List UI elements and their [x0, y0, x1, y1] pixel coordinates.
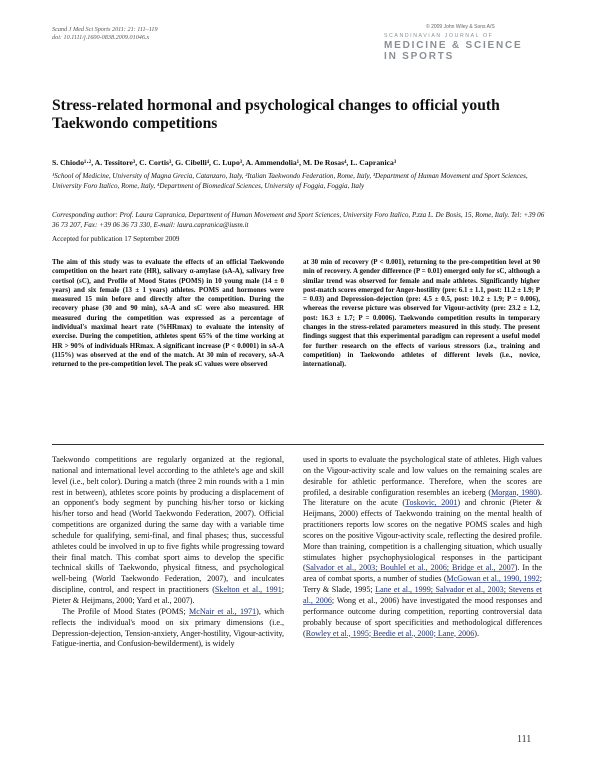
body-column-left	[52, 455, 284, 650]
abstract-divider	[52, 444, 544, 445]
citation-link[interactable]: Toskovic, 2001	[405, 498, 458, 508]
affiliations: ¹School of Medicine, University of Magna Grecia, Catanzaro, Italy, ²Italian Taekwondo Federation, Rome, Italy, ³Department of Human Movement and Sport Sciences, University Foro Italico, Rome, Italy, ⁴Department of Biomedical Sciences, University of Foggia, Foggia, Italy	[52, 172, 528, 190]
abstract-column-right: at 30 min of recovery (P < 0.001), returning to the pre-competition level at 90 min of recovery. A gender difference (P = 0.01) emerged only for sC, although a similar trend was observed for female and male athletes. Significantly higher post-match scores emerged for Anger-hostility (pre: 6.1 ± 1.1, post: 11.2 ± 1.9; P = 0.03) and Depression-dejection (pre: 4.5 ± 0.5, post: 10.2 ± 1.9; P = 0.006), whereas the reverse picture was observed for Vigour-activity (pre: 23.2 ± 1.2, post: 16.3 ± 1.7; P = 0.0006). Taekwondo competition results in temporary changes in the stress-related parameters measured in this study. The present findings suggest that this experimental paradigm can represent a useful model for further research on the effects of various stressors (i.e., training and competition) in Taekwondo athletes of different levels (i.e., novice, international).	[303, 258, 540, 369]
page-number: 111	[517, 734, 532, 745]
body-text: ) and chronic (Pieter & Heijmans, 2000) effects of Taekwondo training on the mental health of practitioners reports low scores on the negative POMS scales and high scores on the positive Vigour-activity scale, reflecting the desired profile. More than training, competition is a challenging situation, which usually stimulates higher psychophysiological responses in the participant (	[303, 498, 542, 573]
body-text: ). In the area of combat sports, a number of studies (	[303, 563, 543, 584]
author-list: S. Chiodo¹·², A. Tessitore³, C. Cortis³, G. Cibelli⁴, C. Lupo³, A. Ammendolia¹, M. De Rosas⁴, L. Capranica³	[52, 158, 397, 167]
journal-logo-line2: MEDICINE & SCIENCE	[384, 40, 523, 51]
body-text: used in sports to evaluate the psychological state of athletes. High values on the Vigour-activity scale and low values on the remaining scales are desirable for athletic performance. Therefore, when the scores are profiled, a desirable configuration resembles an iceberg (	[303, 455, 542, 497]
body-paragraph	[52, 455, 284, 607]
correspondence: Corresponding author: Prof. Laura Capranica, Department of Human Movement and Sport Sciences, University Foro Italico, P.zza L. De Bosis, 15, Rome, Italy. Tel: +39 06 36 73 207, Fax: +39 06 36 73 330, E-mail: laura.capranica@iusm.it	[52, 211, 545, 229]
journal-doi: doi: 10.1111/j.1600-0838.2009.01046.x	[52, 34, 150, 41]
citation-link[interactable]: McNair et al., 1971	[189, 606, 257, 616]
journal-logo-line1: SCANDINAVIAN JOURNAL OF	[384, 33, 494, 39]
body-text: ). The literature on the acute (	[303, 487, 542, 508]
body-text: ; Wong et al., 2006) have investigated the mood responses and performance outcome during competition, reporting controversial data probably because of sport specificities and methodological differences (	[303, 595, 542, 638]
body-text: ).	[474, 628, 479, 638]
journal-logo	[384, 33, 534, 62]
journal-citation-line1: Scand J Med Sci Sports 2011: 21: 111–119	[52, 26, 158, 33]
citation-link[interactable]: Lane et al., 1999; Salvador et al., 2003; Stevens et al., 2006	[303, 585, 542, 605]
citation-link[interactable]: Rowley et al., 1995; Beedie et al., 2000; Lane, 2006	[305, 628, 475, 638]
citation-link[interactable]: McGowan et al., 1990, 1992	[446, 574, 540, 584]
body-column-right	[303, 455, 542, 639]
body-text: The Profile of Mood States (POMS;	[62, 606, 190, 616]
body-text: ; Terry & Slade, 1995;	[303, 574, 542, 595]
article-title: Stress-related hormonal and psychological changes to official youth Taekwondo competitions	[52, 97, 500, 132]
abstract-column-left: The aim of this study was to evaluate the effects of an official Taekwondo competition on the heart rate (HR), salivary α-amylase (sA-A), salivary free cortisol (sC), and Profile of Mood States (POMS) in 10 young male (14 ± 0 years) and six female (13 ± 1 years) athletes. POMS and hormones were measured 15 min before and directly after the competition. During the recovery phase (30 and 90 min), sA-A and sC were also measured. HR measured during the competition was expressed as a percentage of individual's maximal heart rate (%HRmax) to evaluate the intensity of exercise. During the competition, athletes spent 65% of the time working at HR > 90% of individuals HRmax. A significant increase (P < 0.0001) in sA-A (115%) was observed at the end of the match. At 30 min of recovery, sA-A returned to the pre-competition level. The peak sC values were observed	[52, 258, 284, 369]
journal-logo-line3: IN SPORTS	[384, 51, 455, 62]
body-text: ; Pieter & Heijmans, 2000; Yard et al., 2007).	[52, 585, 285, 605]
journal-citation	[52, 26, 292, 42]
accepted-date: Accepted for publication 17 September 2009	[52, 235, 180, 243]
citation-link[interactable]: Salvador et al., 2003; Bouhlel et al., 2006; Bridge et al., 2007	[305, 563, 515, 573]
body-paragraph	[303, 455, 542, 639]
body-text: ), which reflects the individual's mood on six primary dimensions (i.e., Depression-dejection, Tension-anxiety, Anger-hostility, Vigour-activity, Fatigue-inertia, and Confusion-bewilderment), is widely	[52, 606, 284, 649]
body-paragraph	[52, 607, 284, 650]
copyright-notice: © 2009 John Wiley & Sons A/S	[426, 24, 495, 30]
body-text: Taekwondo competitions are regularly organized at the regional, national and international level according to the athlete's age and skill level (i.e., belt color). During a match (three 2 min rounds with a 1 min rest in between), athletes score points by producing a displacement of an opponent's body segment by punching his/her torso or kicking his/her torso and head (World Taekwondo Federation, 2007). Official competitions are organized during the same day with a variable time schedule for qualifying, semi-final, and final phases; thus, successful athletes could be involved in up to five fights while progressing toward their final match. This combat sport aims to develop the specific technical skills of Taekwondo, physical fitness, and psychological well-being (World Taekwondo Federation, 2007), and inculcates discipline, control, and respect in practitioners (	[52, 455, 284, 595]
citation-link[interactable]: Skelton et al., 1991	[214, 585, 282, 595]
citation-link[interactable]: Morgan, 1980	[491, 487, 538, 497]
